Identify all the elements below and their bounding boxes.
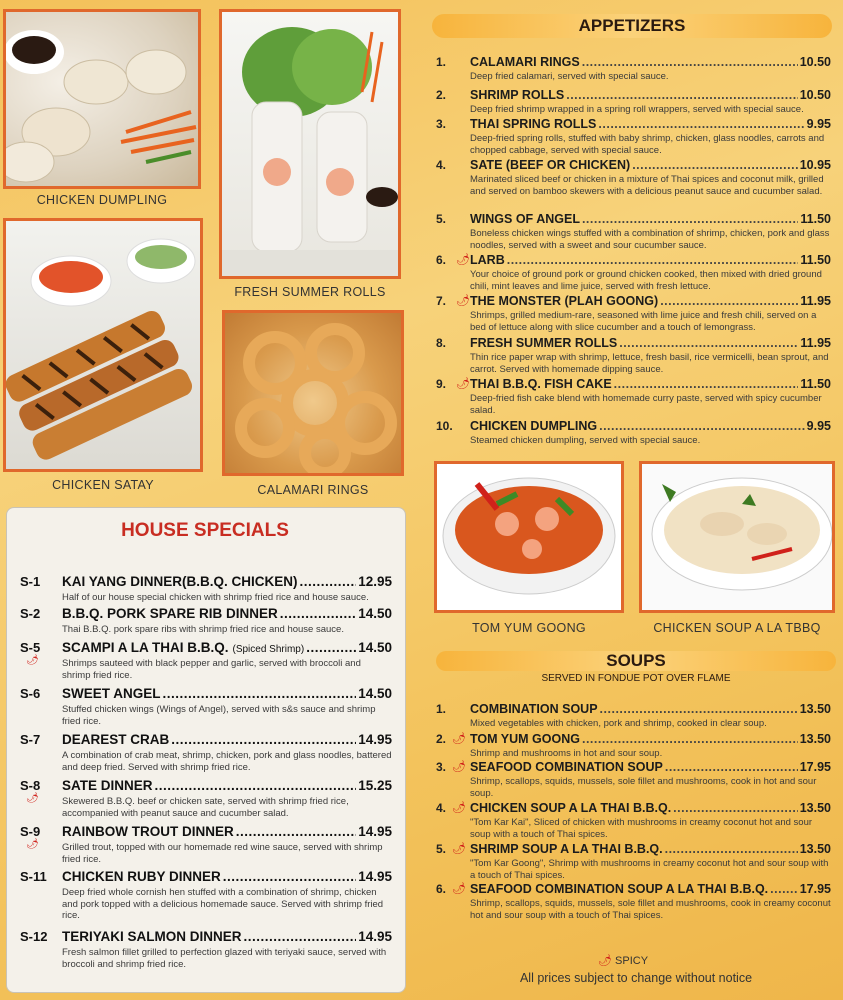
special-description: Shrimps sauteed with black pepper and garlic, served with broccoli and shrimp fried rice. — [62, 658, 361, 681]
special-price: 14.95 — [358, 869, 392, 884]
soup-item — [436, 801, 831, 839]
appetizer-item — [436, 158, 831, 198]
special-description: Fresh salmon fillet grilled to perfection glazed with teriyaki sauce, served with broccoli and shrimp fried rice. — [62, 947, 387, 970]
special-price: 14.95 — [358, 929, 392, 944]
soup-name: COMBINATION SOUP — [470, 702, 598, 716]
soup-name-line — [470, 732, 831, 746]
special-item — [20, 686, 392, 728]
leader-dots — [236, 824, 356, 839]
leader-dots — [660, 294, 798, 308]
item-price: 11.95 — [800, 294, 831, 308]
item-description: Boneless chicken wings stuffed with a combination of shrimp, chicken, pork and glass noodles, served with a sweet and sour cucumber sauce. — [470, 228, 830, 251]
soup-name: TOM YUM GOONG — [470, 732, 580, 746]
chili-pepper-icon: 🌶 — [452, 883, 466, 895]
special-description: Deep fried whole cornish hen stuffed with a combination of shrimp, chicken and pork topped with a delicious homemade sauce. Served with shrimp fried rice. — [62, 887, 384, 921]
leader-dots — [665, 760, 798, 774]
caption-chicken-dumpling: CHICKEN DUMPLING — [36, 193, 168, 207]
item-name: THE MONSTER (PLAH GOONG) — [470, 294, 659, 308]
chili-pepper-icon: 🌶 — [452, 761, 466, 773]
soup-price: 13.50 — [799, 842, 831, 856]
item-price: 9.95 — [806, 117, 831, 131]
special-name-line — [62, 732, 392, 747]
item-description: Thin rice paper wrap with shrimp, lettuce, fresh basil, rice vermicelli, bean sprout, and carrot. Served with homemade dipping sauce. — [470, 352, 829, 375]
item-number: 2. — [436, 88, 447, 102]
item-number: 8. — [436, 336, 447, 350]
item-name-line — [470, 88, 831, 102]
soup-number: 3. — [436, 760, 447, 774]
chili-pepper-icon: 🌶 — [452, 802, 466, 814]
soup-price: 17.95 — [799, 882, 831, 896]
soup-name: CHICKEN SOUP A LA THAI B.B.Q. — [470, 801, 672, 815]
item-name-line — [470, 419, 831, 433]
soup-description: Shrimp, scallops, squids, mussels, sole fillet and mushrooms, cook in creamy coconut hot and sour soup with a touch of Thai spices. — [470, 898, 831, 921]
special-description: Skewered B.B.Q. beef or chicken sate, served with shrimp fried rice, accompanied with peanut sauce and cucumber salad. — [62, 796, 349, 819]
soup-name-line — [470, 760, 831, 774]
special-description: Half of our house special chicken with shrimp fried rice and house sauce. — [62, 592, 369, 603]
leader-dots — [770, 882, 798, 896]
soup-number: 6. — [436, 882, 447, 896]
special-code: S-7 — [20, 732, 41, 747]
special-code: S-1 — [20, 574, 41, 589]
item-price: 10.50 — [799, 55, 831, 69]
soup-name-line — [470, 801, 831, 815]
special-note: (Spiced Shrimp) — [232, 644, 305, 655]
leader-dots — [223, 869, 356, 884]
item-name: WINGS OF ANGEL — [470, 212, 580, 226]
item-name-line — [470, 253, 831, 267]
item-price: 11.50 — [800, 212, 831, 226]
appetizer-item — [436, 336, 831, 376]
soup-price: 13.50 — [799, 801, 831, 815]
item-description: Deep-fried fish cake blend with homemade curry paste, served with spicy cucumber salad. — [470, 393, 822, 416]
caption-chicken-satay: CHICKEN SATAY — [52, 478, 154, 492]
chili-pepper-icon: 🌶 — [26, 839, 39, 850]
special-name-line — [62, 686, 392, 701]
special-price: 14.95 — [358, 824, 392, 839]
leader-dots — [598, 117, 804, 131]
item-name-line — [470, 55, 831, 69]
soup-number: 4. — [436, 801, 447, 815]
item-number: 6. — [436, 253, 447, 267]
chili-pepper-icon: 🌶 — [26, 793, 39, 804]
leader-dots — [280, 606, 356, 621]
soup-item — [436, 842, 831, 880]
appetizer-item — [436, 212, 831, 252]
soups-subtitle: SERVED IN FONDUE POT OVER FLAME — [541, 673, 731, 684]
soup-description: "Tom Kar Goong", Shrimp with mushrooms in creamy coconut hot and sour soup with a touch of Thai spices. — [470, 858, 829, 881]
item-price: 10.50 — [799, 88, 831, 102]
special-price: 14.95 — [358, 732, 392, 747]
chicken-satay-photo — [3, 218, 203, 472]
item-description: Shrimps, grilled medium-rare, seasoned with lime juice and fresh chili, served on a bed of lettuce along with slice cucumber and a touch of lemongrass. — [470, 310, 817, 333]
soups-title: SOUPS — [606, 651, 666, 670]
chili-pepper-icon: 🌶 — [456, 295, 470, 307]
leader-dots — [582, 212, 798, 226]
special-name: RAINBOW TROUT DINNER — [62, 824, 234, 839]
soup-name-line — [470, 842, 831, 856]
price-notice: All prices subject to change without notice — [519, 971, 753, 985]
tom-yum-goong-photo — [434, 461, 624, 613]
item-price: 11.95 — [800, 336, 831, 350]
item-description: Your choice of ground pork or ground chicken cooked, then mixed with dried ground chili, mint leaves and lime juice, served with fresh lettuce. — [470, 269, 822, 292]
appetizer-item — [436, 377, 831, 417]
appetizers-title: APPETIZERS — [578, 16, 686, 35]
item-name: SATE (BEEF OR CHICKEN) — [470, 158, 631, 172]
item-price: 10.95 — [799, 158, 831, 172]
item-description: Deep-fried spring rolls, stuffed with baby shrimp, chicken, glass noodles, carrots and chopped cabbage, served with special sauce. — [470, 133, 825, 156]
item-number: 1. — [436, 55, 447, 69]
special-code: S-6 — [20, 686, 41, 701]
item-name: SHRIMP ROLLS — [470, 88, 565, 102]
special-price: 15.25 — [358, 778, 392, 793]
special-name: TERIYAKI SALMON DINNER — [62, 929, 242, 944]
item-description: Steamed chicken dumpling, served with special sauce. — [470, 435, 701, 446]
special-name: SATE DINNER — [62, 778, 153, 793]
special-item — [20, 824, 392, 866]
soup-name: SEAFOOD COMBINATION SOUP — [470, 760, 663, 774]
item-name-line — [470, 294, 831, 308]
spicy-legend — [598, 954, 648, 967]
caption-calamari-rings: CALAMARI RINGS — [257, 483, 369, 497]
special-description: A combination of crab meat, shrimp, chicken, pork and glass noodles, battered and deep fried. Served with shrimp fried rice. — [62, 750, 392, 773]
soup-description: Shrimp, scallops, squids, mussels, sole fillet and mushrooms, cook in hot and sour soup. — [470, 776, 817, 799]
special-price: 14.50 — [358, 606, 392, 621]
appetizer-item — [436, 419, 831, 459]
special-price: 14.50 — [358, 640, 392, 655]
appetizer-item — [436, 294, 831, 334]
special-name: SWEET ANGEL — [62, 686, 161, 701]
item-price: 11.50 — [800, 253, 831, 267]
soup-number: 2. — [436, 732, 447, 746]
soup-price: 13.50 — [799, 702, 831, 716]
item-price: 9.95 — [806, 419, 831, 433]
item-number: 10. — [436, 419, 453, 433]
special-name: CHICKEN RUBY DINNER — [62, 869, 221, 884]
leader-dots — [306, 640, 356, 655]
special-name: KAI YANG DINNER(B.B.Q. CHICKEN) — [62, 574, 298, 589]
leader-dots — [619, 336, 798, 350]
special-code: S-5 — [20, 640, 41, 655]
special-name-line — [62, 929, 392, 944]
chicken-soup-photo — [639, 461, 835, 613]
special-code: S-2 — [20, 606, 41, 621]
soup-item — [436, 882, 831, 920]
special-name-line — [62, 824, 392, 839]
leader-dots — [507, 253, 799, 267]
soup-name-line — [470, 882, 831, 896]
special-name: B.B.Q. PORK SPARE RIB DINNER — [62, 606, 278, 621]
special-description: Thai B.B.Q. pork spare ribs with shrimp fried rice and house sauce. — [62, 624, 344, 635]
item-name-line — [470, 158, 831, 172]
special-name: DEAREST CRAB — [62, 732, 170, 747]
leader-dots — [614, 377, 799, 391]
item-name-line — [470, 212, 831, 226]
special-item — [20, 778, 392, 820]
leader-dots — [155, 778, 357, 793]
spicy-label: SPICY — [615, 955, 649, 967]
soup-price: 13.50 — [799, 732, 831, 746]
house-specials-title: HOUSE SPECIALS — [121, 520, 289, 541]
special-name-line — [62, 640, 392, 655]
fresh-summer-rolls-photo — [219, 9, 401, 279]
calamari-rings-photo — [222, 310, 404, 476]
soup-description: Mixed vegetables with chicken, pork and shrimp, cooked in clear soup. — [470, 718, 767, 729]
leader-dots — [582, 732, 798, 746]
soup-name: SEAFOOD COMBINATION SOUP A LA THAI B.B.Q. — [470, 882, 769, 896]
special-code: S-12 — [20, 929, 48, 944]
chili-pepper-icon: 🌶 — [452, 843, 466, 855]
special-code: S-8 — [20, 778, 41, 793]
special-item — [20, 929, 392, 971]
item-description: Deep fried shrimp wrapped in a spring roll wrappers, served with special sauce. — [470, 104, 804, 115]
item-number: 5. — [436, 212, 447, 226]
item-name-line — [470, 117, 831, 131]
chili-pepper-icon: 🌶 — [456, 254, 470, 266]
chicken-dumpling-photo — [3, 9, 201, 189]
special-name-line — [62, 606, 392, 621]
caption-fresh-summer-rolls: FRESH SUMMER ROLLS — [234, 285, 386, 299]
special-code: S-9 — [20, 824, 41, 839]
soup-name: SHRIMP SOUP A LA THAI B.B.Q. — [470, 842, 663, 856]
special-description: Grilled trout, topped with our homemade red wine sauce, served with shrimp fried rice. — [62, 842, 383, 865]
leader-dots — [171, 732, 356, 747]
item-price: 11.50 — [800, 377, 831, 391]
item-number: 4. — [436, 158, 447, 172]
chili-pepper-icon: 🌶 — [452, 733, 466, 745]
chili-pepper-icon: 🌶 — [456, 378, 470, 390]
caption-tom-yum-goong: TOM YUM GOONG — [472, 621, 586, 635]
soup-number: 5. — [436, 842, 447, 856]
special-code: S-11 — [20, 869, 47, 884]
item-number: 3. — [436, 117, 447, 131]
item-name-line — [470, 377, 831, 391]
special-price: 14.50 — [358, 686, 392, 701]
chili-pepper-icon: 🌶 — [598, 955, 612, 967]
item-description: Deep fried calamari, served with special sauce. — [470, 71, 669, 82]
item-number: 9. — [436, 377, 447, 391]
special-description: Stuffed chicken wings (Wings of Angel), served with s&s sauce and shrimp fried rice. — [62, 704, 376, 727]
special-name-line — [62, 778, 392, 793]
soup-description: "Tom Kar Kai", Sliced of chicken with mushrooms in creamy coconut hot and sour soup with a touch of Thai spices. — [470, 817, 813, 840]
item-name: CHICKEN DUMPLING — [470, 419, 598, 433]
item-number: 7. — [436, 294, 447, 308]
leader-dots — [632, 158, 798, 172]
item-name: CALAMARI RINGS — [470, 55, 580, 69]
special-name-line — [62, 869, 392, 884]
item-name: THAI SPRING ROLLS — [470, 117, 597, 131]
leader-dots — [665, 842, 798, 856]
leader-dots — [600, 702, 798, 716]
leader-dots — [300, 574, 357, 589]
item-name-line — [470, 336, 831, 350]
soup-number: 1. — [436, 702, 447, 716]
soup-description: Shrimp and mushrooms in hot and sour soup. — [470, 748, 663, 759]
special-name-line — [62, 574, 392, 589]
special-item — [20, 732, 392, 774]
special-item — [20, 640, 392, 682]
leader-dots — [566, 88, 797, 102]
leader-dots — [599, 419, 805, 433]
soup-item — [436, 760, 831, 798]
leader-dots — [582, 55, 798, 69]
leader-dots — [244, 929, 357, 944]
special-price: 12.95 — [358, 574, 392, 589]
item-name: LARB — [470, 253, 505, 267]
item-name: THAI B.B.Q. FISH CAKE — [470, 377, 612, 391]
leader-dots — [163, 686, 357, 701]
chili-pepper-icon: 🌶 — [26, 655, 39, 666]
appetizer-item — [436, 253, 831, 293]
item-name: FRESH SUMMER ROLLS — [470, 336, 618, 350]
special-name: SCAMPI A LA THAI B.B.Q. — [62, 640, 229, 655]
soup-price: 17.95 — [799, 760, 831, 774]
soup-name-line — [470, 702, 831, 716]
special-item — [20, 869, 392, 921]
item-description: Marinated sliced beef or chicken in a mixture of Thai spices and coconut milk, grilled and served on bamboo skewers with a delicious peanut sauce and cucumber salad. — [470, 174, 824, 197]
leader-dots — [673, 801, 798, 815]
caption-chicken-soup: CHICKEN SOUP A LA TBBQ — [653, 621, 821, 635]
appetizer-item — [436, 117, 831, 157]
